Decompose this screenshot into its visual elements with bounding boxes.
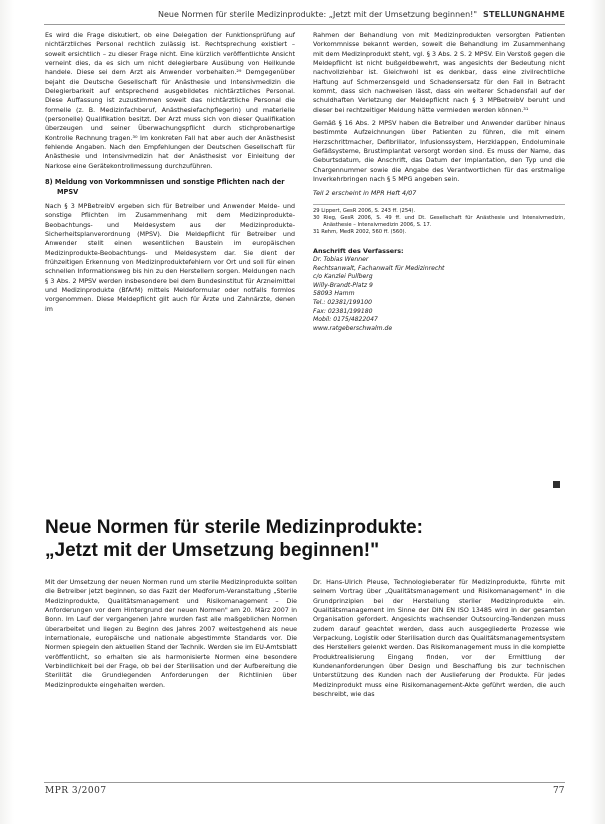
page-number: 77 xyxy=(553,786,565,796)
author-heading: Anschrift des Verfassers: xyxy=(313,246,404,255)
footnotes xyxy=(313,204,565,237)
footer-rule xyxy=(44,782,565,783)
footnote: 30 Rieg, GesR 2006, S. 49 ff. und Dt. Gesellschaft für Anästhesie und Intensivmedizin, Anästhesie – Intensivmedizin 2006, S. 17. xyxy=(313,215,565,229)
author-line: 58093 Hamm xyxy=(313,290,355,298)
section-label: STELLUNGNAHME xyxy=(483,10,565,19)
author-line: Rechtsanwalt, Fachanwalt für Medizinrecht xyxy=(313,264,445,272)
author-line: c/o Kanzlei Pullberg xyxy=(313,273,373,281)
author-line: Mobil: 0175/4822047 xyxy=(313,316,378,324)
author-line: Willy-Brandt-Platz 9 xyxy=(313,281,373,289)
end-of-article-square xyxy=(553,481,560,488)
author-line: Tel.: 02381/199100 xyxy=(313,298,373,306)
subheading xyxy=(45,178,295,197)
author-line: Fax: 02381/199180 xyxy=(313,307,373,315)
article-title-line: „Jetzt mit der Umsetzung beginnen!" xyxy=(45,540,380,561)
paragraph: Nach § 3 MPBetreibV ergeben sich für Betreiber und Anwender Melde- und sonstige Pflichten im Zusammenhang mit dem Medizinprodukte-Beobachtungs- und Meldesystem aus der Medizinprodukte-Sicherheitsplanverordnung (MPSV). Die Meldepflicht für Betreiber und Anwender stellt einen wesentlichen Baustein im europäischen Medizinprodukte-Beobachtungs- und Meldesystem dar. Sie dient der frühzeitigen Erkennung von Medizinproduktefehlern vor Ort und soll für einen schnellen Informationsweg bis hin zu den Herstellern sorgen. Meldungen nach § 3 Abs. 2 MPSV werden insbesondere bei dem Bundesinstitut für Arzneimittel und Medizinprodukte (BfArM) mittels Meldeformular oder notfalls formlos vorgenommen. Diese Meldepflicht gilt auch für Ärzte und Zahnärzte, denen im xyxy=(45,202,295,313)
journal-issue: MPR 3/2007 xyxy=(45,786,107,796)
author-website: www.ratgeberschwalm.de xyxy=(313,324,393,332)
subheading-number: 8) xyxy=(45,178,53,187)
right-column xyxy=(313,31,565,333)
article-title-line: Neue Normen für sterile Medizinprodukte: xyxy=(45,517,423,538)
paragraph: Dr. Hans-Ulrich Pleuse, Technologieberater für Medizinprodukte, führte mit seinem Vortrag über „Qualitätsmanagement und Risikomanagement" in die Grundprinzipien bei der Herstellung steriler Medizinprodukte ein. Qualitätsmanagement im Sinne der DIN EN ISO 13485 wird in der gesamten Organisation gefordert. Angesichts wachsender Outsourcing-Tendenzen muss zudem darauf geachtet werden, dass auch ausgegliederte Prozesse wie Verpackung, Logistik oder Sterilisation durch das Qualitätsmanagementsystem des Herstellers gelenkt werden. Das Risikomanagement muss in die komplette Produktrealisierung Eingang finden, vor der Ermittlung der Kundenanforderungen über Design und Beschaffung bis zur technischen Unterstützung des Kunden nach der Auslieferung der Produkte. Für jedes Medizinprodukt muss eine Risikomanagement-Akte geführt werden, die auch beschreibt, wie das xyxy=(313,579,565,699)
article-title xyxy=(45,516,565,562)
paragraph: Es wird die Frage diskutiert, ob eine Delegation der Funktionsprüfung auf nichtärztliches Personal rechtlich zulässig ist. Rechtsprechung existiert – soweit ersichtlich – zu dieser Frage nicht. Eine kürzlich veröffentlichte Ansicht verneint dies, da es sich um nicht delegierbare Ausübung von Heilkunde handele. Diese sei dem Arzt als Anwender vorbehalten.²⁹ Demgegenüber bejaht die Deutsche Gesellschaft für Anästhesie und Intensivmedizin die Delegierbarkeit auf entsprechend ausgebildetes nichtärztliches Personal. Diese Auffassung ist zuzustimmen soweit das nichtärztliche Personal die formelle (z. B. Medizinfachberuf, Anästhesiefachpflegerin) und materielle (personelle) Qualifikation besitzt. Der Arzt muss sich von dieser Qualifikation überzeugen und seiner Überwachungspflicht durch stichprobenartige Kontrolle Rechnung tragen.³⁰ Im konkreten Fall hat aber auch der Anästhesist fehlende Angaben. Nach den Empfehlungen der Deutschen Gesellschaft für Anästhesie und Intensivmedizin hat der Anästhesist vor Einleitung der Narkose eine Gerätekontrollmessung durchzuführen. xyxy=(45,32,295,170)
author-line: Dr. Tobias Wenner xyxy=(313,256,369,263)
running-title: Neue Normen für sterile Medizinprodukte: „Jetzt mit der Umsetzung beginnen!" xyxy=(158,10,478,19)
header-rule xyxy=(44,24,565,25)
footnote: 31 Rehm, MedR 2002, 560 ff. (560). xyxy=(313,229,407,236)
left-column xyxy=(45,31,295,318)
paragraph: Rahmen der Behandlung von mit Medizinprodukten versorgten Patienten Vorkommnisse bekannt werden, soweit die Behandlung im Zusammenhang mit dem Medizinprodukt steht, vgl. § 3 Abs. 2 S. 2 MPSV. Ein Verstoß gegen die Meldepflicht ist nicht bußgeldbewehrt, was angesichts der Bedeutung nicht nachvollziehbar ist. Gleichwohl ist es denkbar, dass eine zivilrechtliche Haftung auf Schmerzensgeld und Schadensersatz für den Fall in Betracht kommt, dass sich nachweisen lässt, dass ein weiterer Schadensfall auf der schuldhaften Verletzung der Meldepflicht nach § 3 MPBetreibV beruht und dieser bei rechtzeitiger Meldung hätte vermieden werden können.³¹ xyxy=(313,32,565,114)
footnote: 29 Lippert, GesR 2006, S. 243 ff. (254). xyxy=(313,207,416,214)
article-left-column xyxy=(45,578,297,694)
subheading-text: Meldung von Vorkommnissen und sonstige Pflichten nach der MPSV xyxy=(54,178,285,196)
paragraph: Mit der Umsetzung der neuen Normen rund um sterile Medizinprodukte sollten die Betreiber jetzt beginnen, so das Fazit der Medforum-Veranstaltung „Sterile Medizinprodukte, Qualitätsmanagement und Risikomanagement – Die Anforderungen vor dem Hintergrund der neuen Normen" am 20. März 2007 in Bonn. Im Lauf der vergangenen Jahre wurden fast alle maßgeblichen Normen überarbeitet und liegen zu Beginn des Jahres 2007 weitestgehend als neue internationale, europäische und nationale abgestimmte Standards vor. Die Normen spiegeln den aktuellen Stand der Technik. Werden sie im EU-Amtsblatt veröffentlicht, so erhalten sie als harmonisierte Normen eine besondere Verbindlichkeit bei der Frage, ob bei der Sterilisation und der Aufbereitung die Sterilität die Grundlegenden Anforderungen der Richtlinien über Medizinprodukte eingehalten werden. xyxy=(45,579,297,689)
article-right-column xyxy=(313,578,565,703)
paragraph: Gemäß § 16 Abs. 2 MPSV haben die Betreiber und Anwender darüber hinaus bestimmte Aufzeichnungen über Patienten zu führen, die mit einem Herzschrittmacher, Defibrillator, Infusionssystem, Herzklappen, Endoluminale Gefäßsysteme, Brustimplantat versorgt worden sind. Es muss der Name, das Geburtsdatum, die Anschrift, das Datum der Implantation, den Typ und die Chargennummer sowie die Angabe des Verantwortlichen für das erstmalige Inverkehrbringen nach § 5 MPG angeben sein. xyxy=(313,120,565,184)
continued-note: Teil 2 erscheint in MPR Heft 4/07 xyxy=(313,189,417,197)
running-header xyxy=(158,10,565,19)
author-address xyxy=(313,256,565,333)
